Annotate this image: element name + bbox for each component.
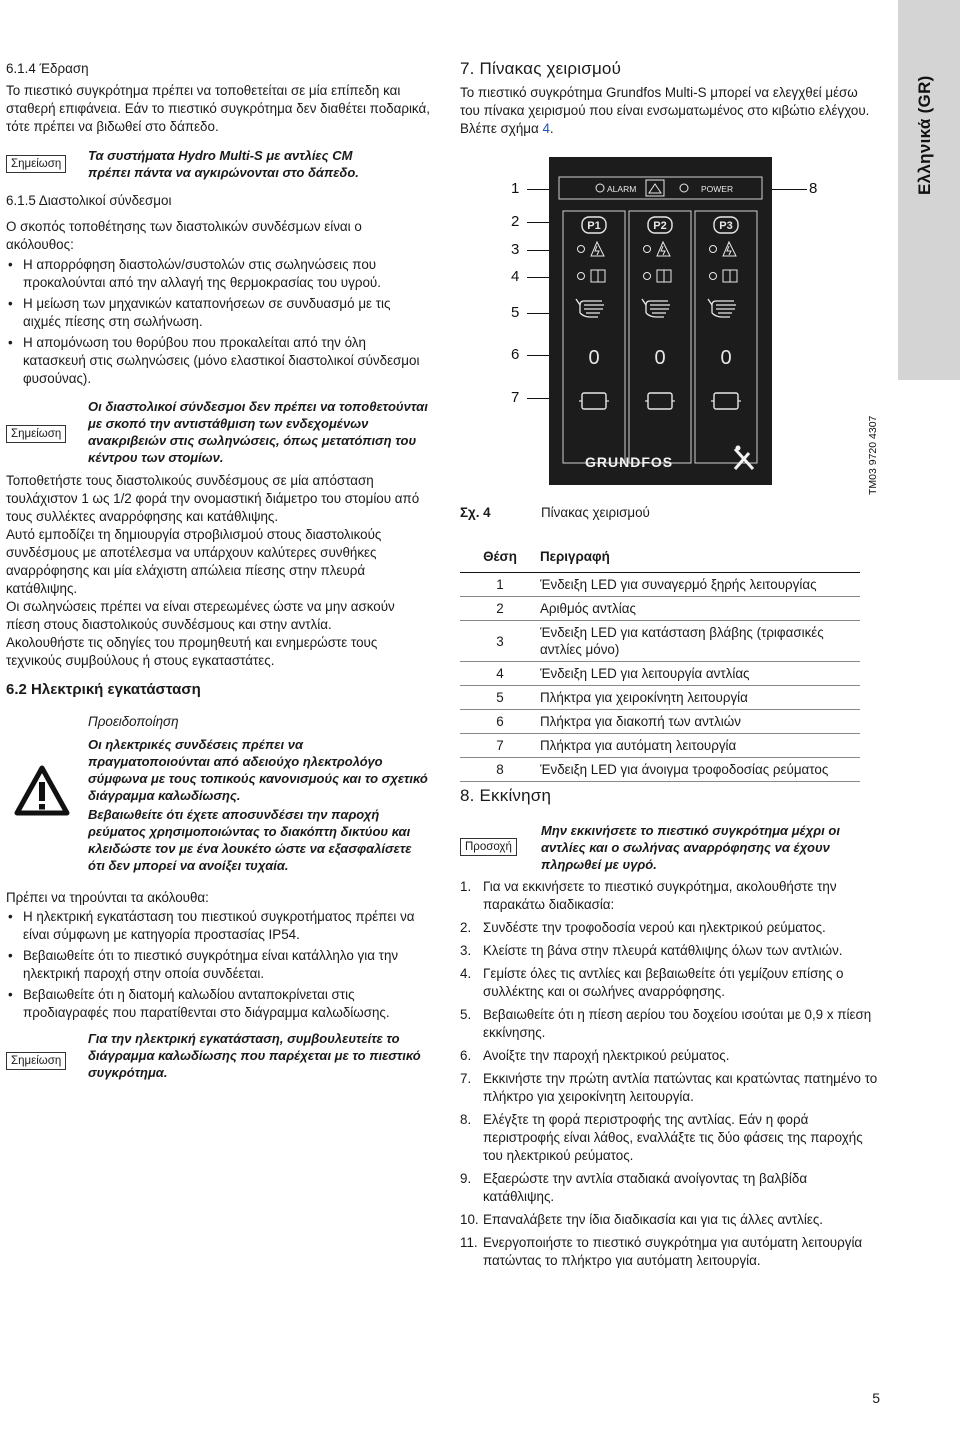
step-text: Εξαερώστε την αντλία σταδιακά ανοίγοντας τη βαλβίδα κατάθλιψης.	[483, 1171, 808, 1204]
table-cell-description: Ένδειξη LED για άνοιγμα τροφοδοσίας ρεύματος	[540, 758, 860, 782]
table-row	[460, 597, 860, 621]
step-item	[460, 1070, 880, 1106]
paragraph-a: Τοποθετήστε τους διαστολικούς συνδέσμους σε μία απόσταση τουλάχιστον 1 ως 1/2 φορά την ονομαστική διάμετρο του στομίου από τους συλλέκτες αναρρόφησης και κατάθλιψης.	[6, 473, 420, 524]
table-row	[460, 662, 860, 686]
page-number: 5	[872, 1390, 880, 1406]
language-tab-label: Ελληνικά (GR)	[915, 75, 934, 195]
figure-link[interactable]: 4	[542, 121, 550, 136]
table-row	[460, 621, 860, 662]
pump-number: P3	[719, 220, 733, 232]
bullet-item: • Βεβαιωθείτε ότι η διατομή καλωδίου ανταποκρίνεται στις προδιαγραφές που παρατίθενται στο διάγραμμα καλωδίωσης.	[6, 986, 431, 1022]
panel-body	[549, 157, 772, 485]
figure-label: Σχ. 4	[460, 505, 491, 520]
bullet-item: • Η απομόνωση του θορύβου που προκαλείται από την όλη κατασκευή στις σωληνώσεις (μόνο ελαστικοί διαστολικοί σύνδεσμοι φυσούνας).	[6, 334, 431, 388]
step-number: 7.	[460, 1071, 472, 1086]
step-item	[460, 1234, 880, 1270]
bullet-item: • Η ηλεκτρική εγκατάσταση του πιεστικού συγκροτήματος πρέπει να είναι σύμφωνη με κατηγορία προστασίας IP54.	[6, 908, 431, 944]
table-cell-position: 1	[460, 573, 540, 597]
table-cell-description: Πλήκτρα για διακοπή των αντλιών	[540, 710, 860, 734]
step-item	[460, 942, 880, 960]
callout-number: 7	[511, 389, 520, 406]
step-number: 9.	[460, 1171, 472, 1186]
step-text: Ανοίξτε την παροχή ηλεκτρικού ρεύματος.	[483, 1048, 730, 1063]
callout-number: 8	[809, 180, 818, 197]
table-cell-description: Ένδειξη LED για κατάσταση βλάβης (τριφασικές αντλίες μόνο)	[540, 621, 860, 662]
step-text: Για να εκκινήσετε το πιεστικό συγκρότημα, ακολουθήστε την παρακάτω διαδικασία:	[483, 879, 837, 912]
table-row	[460, 710, 860, 734]
callout-number: 1	[511, 180, 520, 197]
step-text: Γεμίστε όλες τις αντλίες και βεβαιωθείτε ότι γεμίζουν επίσης ο συλλέκτης και οι σωλήνες αναρρόφησης.	[483, 966, 844, 999]
step-text: Συνδέστε την τροφοδοσία νερού και ηλεκτρικού ρεύματος.	[483, 920, 826, 935]
table-row	[460, 573, 860, 597]
step-item	[460, 878, 880, 914]
power-label: POWER	[701, 184, 734, 194]
step-number: 11.	[460, 1235, 478, 1250]
section-6-1-5-bullets	[6, 256, 431, 391]
language-tab	[898, 0, 960, 380]
bullet-item: • Η απορρόφηση διαστολών/συστολών στις σωληνώσεις που προκαλούνται από την αλλαγή της θερμοκρασίας του υγρού.	[6, 256, 431, 292]
table-header-position: Θέση	[460, 544, 540, 573]
warning-text-1: Οι ηλεκτρικές συνδέσεις πρέπει να πραγματοποιούνται από αδειούχο ηλεκτρολόγο σύμφωνα με τους τοπικούς κανονισμούς και το σχετικό διάγραμμα καλωδίωσης.	[88, 737, 428, 803]
stop-button[interactable]: 0	[654, 347, 666, 369]
table-row	[460, 758, 860, 782]
table-cell-position: 4	[460, 662, 540, 686]
table-cell-description: Πλήκτρα για αυτόματη λειτουργία	[540, 734, 860, 758]
step-number: 10.	[460, 1212, 479, 1227]
step-item	[460, 1170, 880, 1206]
step-number: 3.	[460, 943, 472, 958]
section-6-2-intro: Πρέπει να τηρούνται τα ακόλουθα:	[6, 890, 209, 905]
warning-text-2: Βεβαιωθείτε ότι έχετε αποσυνδέσει την παροχή ρεύματος χρησιμοποιώντας το διακόπτη δικτύου και κλειδώστε τον με ένα λουκέτο ώστε να εξασφαλίσετε ότι δεν μπορεί να ανοίξει τυχαία.	[88, 807, 412, 873]
step-text: Επαναλάβετε την ίδια διαδικασία και για τις άλλες αντλίες.	[483, 1212, 823, 1227]
step-item	[460, 1047, 880, 1065]
step-item	[460, 1211, 880, 1229]
section-6-2-bullets	[6, 908, 431, 1025]
step-item	[460, 965, 880, 1001]
note-label-3: Σημείωση	[6, 1052, 66, 1070]
note-label-2: Σημείωση	[6, 425, 66, 443]
startup-steps	[460, 878, 880, 1275]
note-text-1: Τα συστήματα Hydro Multi-S με αντλίες CM πρέπει πάντα να αγκιρώνονται στο δάπεδο.	[88, 148, 359, 180]
caution-text: Μην εκκινήσετε το πιεστικό συγκρότημα μέχρι οι αντλίες και ο σωλήνας αναρρόφησης να έχουν πληρωθεί με υγρό.	[541, 823, 840, 872]
stop-button[interactable]: 0	[720, 347, 732, 369]
paragraph-b: Αυτό εμποδίζει τη δημιουργία στροβιλισμού στους διαστολικούς συνδέσμους με αποτέλεσμα να υπάρχουν καλύτερες συνθήκες αναρρόφησης και μία ελάχιστη απώλεια πίεσης στην πλευρά κατάθλιψης.	[6, 527, 382, 596]
section-6-1-4-title: 6.1.4 Έδραση	[6, 61, 89, 76]
note-label-1: Σημείωση	[6, 155, 66, 173]
step-text: Ελέγξτε τη φορά περιστροφής της αντλίας. Εάν η φορά περιστροφής είναι λάθος, εναλλάξτε τις δύο φάσεις της παροχής του ηλεκτρικού ρεύματος.	[483, 1112, 863, 1163]
table-cell-description: Πλήκτρα για χειροκίνητη λειτουργία	[540, 686, 860, 710]
warning-title: Προειδοποίηση	[88, 714, 179, 729]
pump-number: P2	[653, 220, 667, 232]
step-item	[460, 1111, 880, 1165]
bullet-item: • Βεβαιωθείτε ότι το πιεστικό συγκρότημα είναι κατάλληλο για την ηλεκτρική παροχή στην οποία συνδέεται.	[6, 947, 431, 983]
table-row	[460, 734, 860, 758]
warning-triangle-icon	[14, 765, 70, 817]
table-cell-description: Αριθμός αντλίας	[540, 597, 860, 621]
callout-number: 2	[511, 213, 520, 230]
step-item	[460, 919, 880, 937]
step-text: Ενεργοποιήστε το πιεστικό συγκρότημα για αυτόματη λειτουργία πατώντας το πλήκτρο για αυτόματη λειτουργία.	[483, 1235, 863, 1268]
pump-number: P1	[587, 220, 601, 232]
bullet-item: • Η μείωση των μηχανικών καταπονήσεων σε συνδυασμό με τις αιχμές πίεσης στη σωλήνωση.	[6, 295, 431, 331]
section-6-1-5-intro: Ο σκοπός τοποθέτησης των διαστολικών συνδέσμων είναι ο ακόλουθος:	[6, 219, 362, 252]
grundfos-logo: GRUNDFOS	[585, 454, 674, 470]
table-header-description: Περιγραφή	[540, 544, 860, 573]
table-header-row	[460, 544, 860, 573]
table-cell-position: 6	[460, 710, 540, 734]
step-text: Βεβαιωθείτε ότι η πίεση αερίου του δοχείου ισούται με 0,9 x πίεση εκκίνησης.	[483, 1007, 872, 1040]
step-number: 4.	[460, 966, 472, 981]
step-text: Κλείστε τη βάνα στην πλευρά κατάθλιψης όλων των αντλιών.	[483, 943, 843, 958]
figure-caption: Πίνακας χειρισμού	[541, 505, 650, 520]
step-text: Εκκινήστε την πρώτη αντλία πατώντας και κρατώντας πατημένο το πλήκτρο για χειροκίνητη λειτουργία.	[483, 1071, 878, 1104]
callout-number: 4	[511, 268, 520, 285]
table-cell-position: 2	[460, 597, 540, 621]
paragraph-c: Οι σωληνώσεις πρέπει να είναι στερεωμένες ώστε να μην ασκούν πίεση στους διαστολικούς συνδέσμους και στην αντλία.	[6, 599, 395, 632]
note-text-2: Οι διαστολικοί σύνδεσμοι δεν πρέπει να τοποθετούνται με σκοπό την αντιστάθμιση των ενδεχομένων ανακριβειών στις σωληνώσεις, όπως μετατόπιση του κέντρου των στομίων.	[88, 399, 428, 465]
callout-number: 6	[511, 346, 520, 363]
section-8-title: 8. Εκκίνηση	[460, 786, 552, 805]
alarm-label: ALARM	[607, 184, 637, 194]
section-6-1-5-title: 6.1.5 Διαστολικοί σύνδεσμοι	[6, 193, 172, 208]
table-cell-description: Ένδειξη LED για συναγερμό ξηρής λειτουργίας	[540, 573, 860, 597]
step-number: 5.	[460, 1007, 472, 1022]
step-item	[460, 1006, 880, 1042]
section-6-1-4-text: Το πιεστικό συγκρότημα πρέπει να τοποθετείται σε μία επίπεδη και σταθερή επιφάνεια. Εάν το πιεστικό συγκρότημα δεν διαθέτει ποδαρικά, τότε πρέπει να βιδωθεί στο δάπεδο.	[6, 83, 430, 134]
table-cell-position: 5	[460, 686, 540, 710]
table-cell-position: 3	[460, 621, 540, 662]
step-number: 1.	[460, 879, 472, 894]
step-number: 2.	[460, 920, 472, 935]
table-cell-position: 8	[460, 758, 540, 782]
table-row	[460, 686, 860, 710]
figure-code: TM03 9720 4307	[867, 415, 879, 495]
paragraph-d: Ακολουθήστε τις οδηγίες του προμηθευτή και ενημερώστε τους τεχνικούς συμβούλους ή στους εγκαταστάτες.	[6, 635, 378, 668]
table-cell-position: 7	[460, 734, 540, 758]
control-panel-figure	[549, 157, 772, 485]
note-text-3: Για την ηλεκτρική εγκατάσταση, συμβουλευτείτε το διάγραμμα καλωδίωσης που παρέχεται με το πιεστικό συγκρότημα.	[88, 1031, 421, 1080]
step-number: 6.	[460, 1048, 472, 1063]
caution-label: Προσοχή	[460, 838, 517, 856]
section-6-2-title: 6.2 Ηλεκτρική εγκατάσταση	[6, 681, 201, 698]
table-cell-description: Ένδειξη LED για λειτουργία αντλίας	[540, 662, 860, 686]
stop-button[interactable]: 0	[588, 347, 600, 369]
callout-number: 5	[511, 304, 520, 321]
section-7-text: Το πιεστικό συγκρότημα Grundfos Multi-S μπορεί να ελεγχθεί μέσω του πίνακα χειρισμού που είναι ενσωματωμένος στο κιβώτιο ελέγχου. Βλέπε σχήμα 4.	[460, 85, 870, 136]
step-number: 8.	[460, 1112, 472, 1127]
section-7-title: 7. Πίνακας χειρισμού	[460, 59, 622, 78]
callout-number: 3	[511, 241, 520, 258]
panel-legend-table	[460, 544, 860, 782]
